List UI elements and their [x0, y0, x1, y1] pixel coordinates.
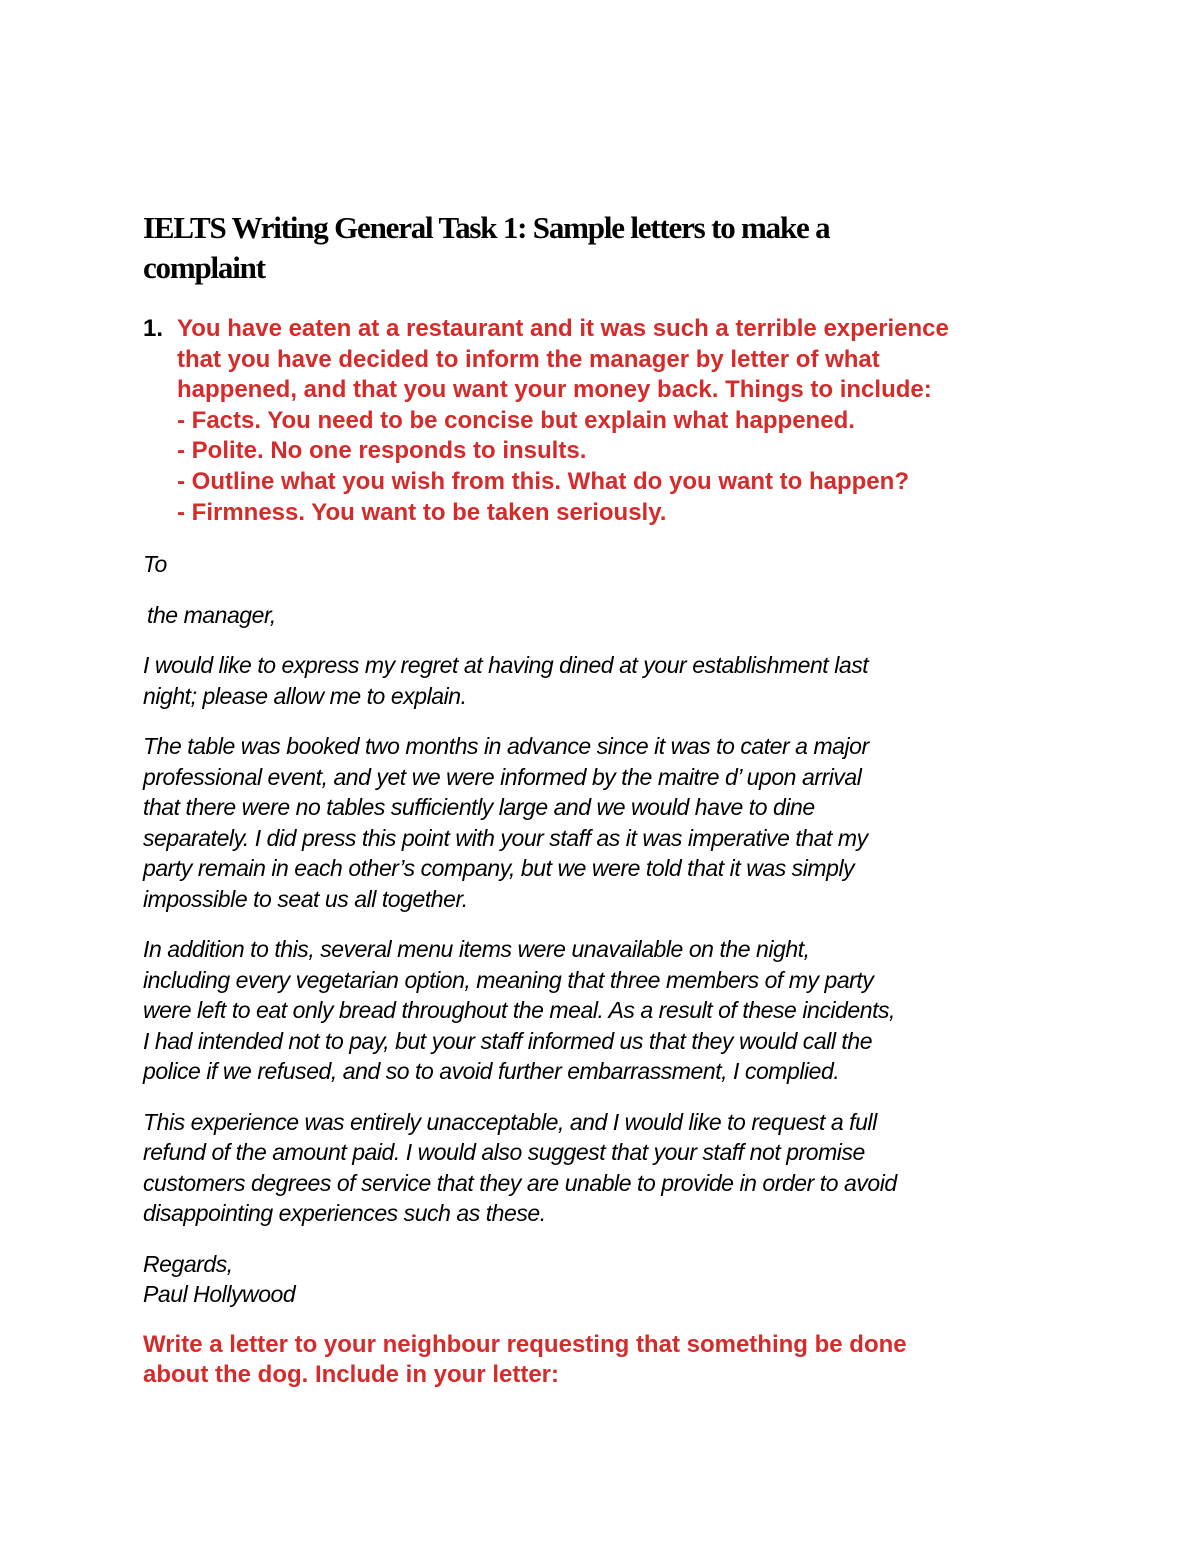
- letter-line: I had intended not to pay, but your staff informed us that they would call the: [143, 1027, 873, 1054]
- task-bullet: - Facts. You need to be concise but explain what happened.: [177, 406, 855, 434]
- sample-letter: [143, 549, 1073, 1310]
- letter-line: customers degrees of service that they are unable to provide in order to avoid: [143, 1169, 897, 1196]
- letter-closing: Regards,: [143, 1250, 233, 1277]
- letter-line: disappointing experiences such as these.: [143, 1200, 546, 1227]
- task-bullet: - Firmness. You want to be taken seriously.: [177, 498, 667, 526]
- task-line: that you have decided to inform the manager by letter of what: [177, 345, 880, 373]
- task-2-line: about the dog. Include in your letter:: [143, 1361, 560, 1389]
- task-2-prompt: [143, 1330, 1073, 1391]
- document-title: [143, 208, 1073, 288]
- letter-line: I would like to express my regret at having dined at your establishment last: [143, 652, 869, 679]
- task-bullet: - Polite. No one responds to insults.: [177, 437, 587, 465]
- letter-line: that there were no tables sufficiently large and we would have to dine: [143, 794, 815, 821]
- title-line: IELTS Writing General Task 1: Sample letters to make a: [143, 210, 830, 245]
- letter-line: police if we refused, and so to avoid further embarrassment, I complied.: [143, 1058, 840, 1085]
- letter-line: impossible to seat us all together.: [143, 885, 468, 912]
- letter-line: The table was booked two months in advance since it was to cater a major: [143, 733, 869, 760]
- letter-line: This experience was entirely unacceptable, and I would like to request a full: [143, 1108, 877, 1135]
- letter-line: In addition to this, several menu items were unavailable on the night,: [143, 936, 810, 963]
- letter-line: were left to eat only bread throughout the meal. As a result of these incidents,: [143, 997, 895, 1024]
- letter-to: To: [143, 551, 167, 578]
- letter-signature: Paul Hollywood: [143, 1281, 296, 1308]
- letter-line: night; please allow me to explain.: [143, 682, 467, 709]
- letter-paragraph-1: [143, 650, 1073, 711]
- letter-line: separately. I did press this point with your staff as it was imperative that my: [143, 824, 868, 851]
- letter-line: party remain in each other’s company, but we were told that it was simply: [143, 855, 855, 882]
- task-1-prompt: [143, 314, 1073, 528]
- letter-line: refund of the amount paid. I would also suggest that your staff not promise: [143, 1139, 865, 1166]
- letter-paragraph-4: [143, 1107, 1073, 1229]
- letter-line: including every vegetarian option, meaning that three members of my party: [143, 966, 874, 993]
- task-line: You have eaten at a restaurant and it was such a terrible experience: [177, 315, 949, 342]
- task-line: happened, and that you want your money back. Things to include:: [177, 376, 932, 404]
- letter-paragraph-2: [143, 731, 1073, 914]
- letter-recipient: the manager,: [147, 601, 276, 628]
- letter-signoff: [143, 1249, 1073, 1310]
- task-1-text: [177, 314, 949, 528]
- letter-line: professional event, and yet we were informed by the maitre d’ upon arrival: [143, 763, 862, 790]
- title-line: complaint: [143, 250, 265, 285]
- document-content: [143, 208, 1073, 1391]
- task-bullet: - Outline what you wish from this. What do you want to happen?: [177, 467, 909, 495]
- letter-paragraph-3: [143, 934, 1073, 1087]
- task-number: 1.: [143, 315, 164, 342]
- task-2-line: Write a letter to your neighbour requesting that something be done: [143, 1330, 907, 1358]
